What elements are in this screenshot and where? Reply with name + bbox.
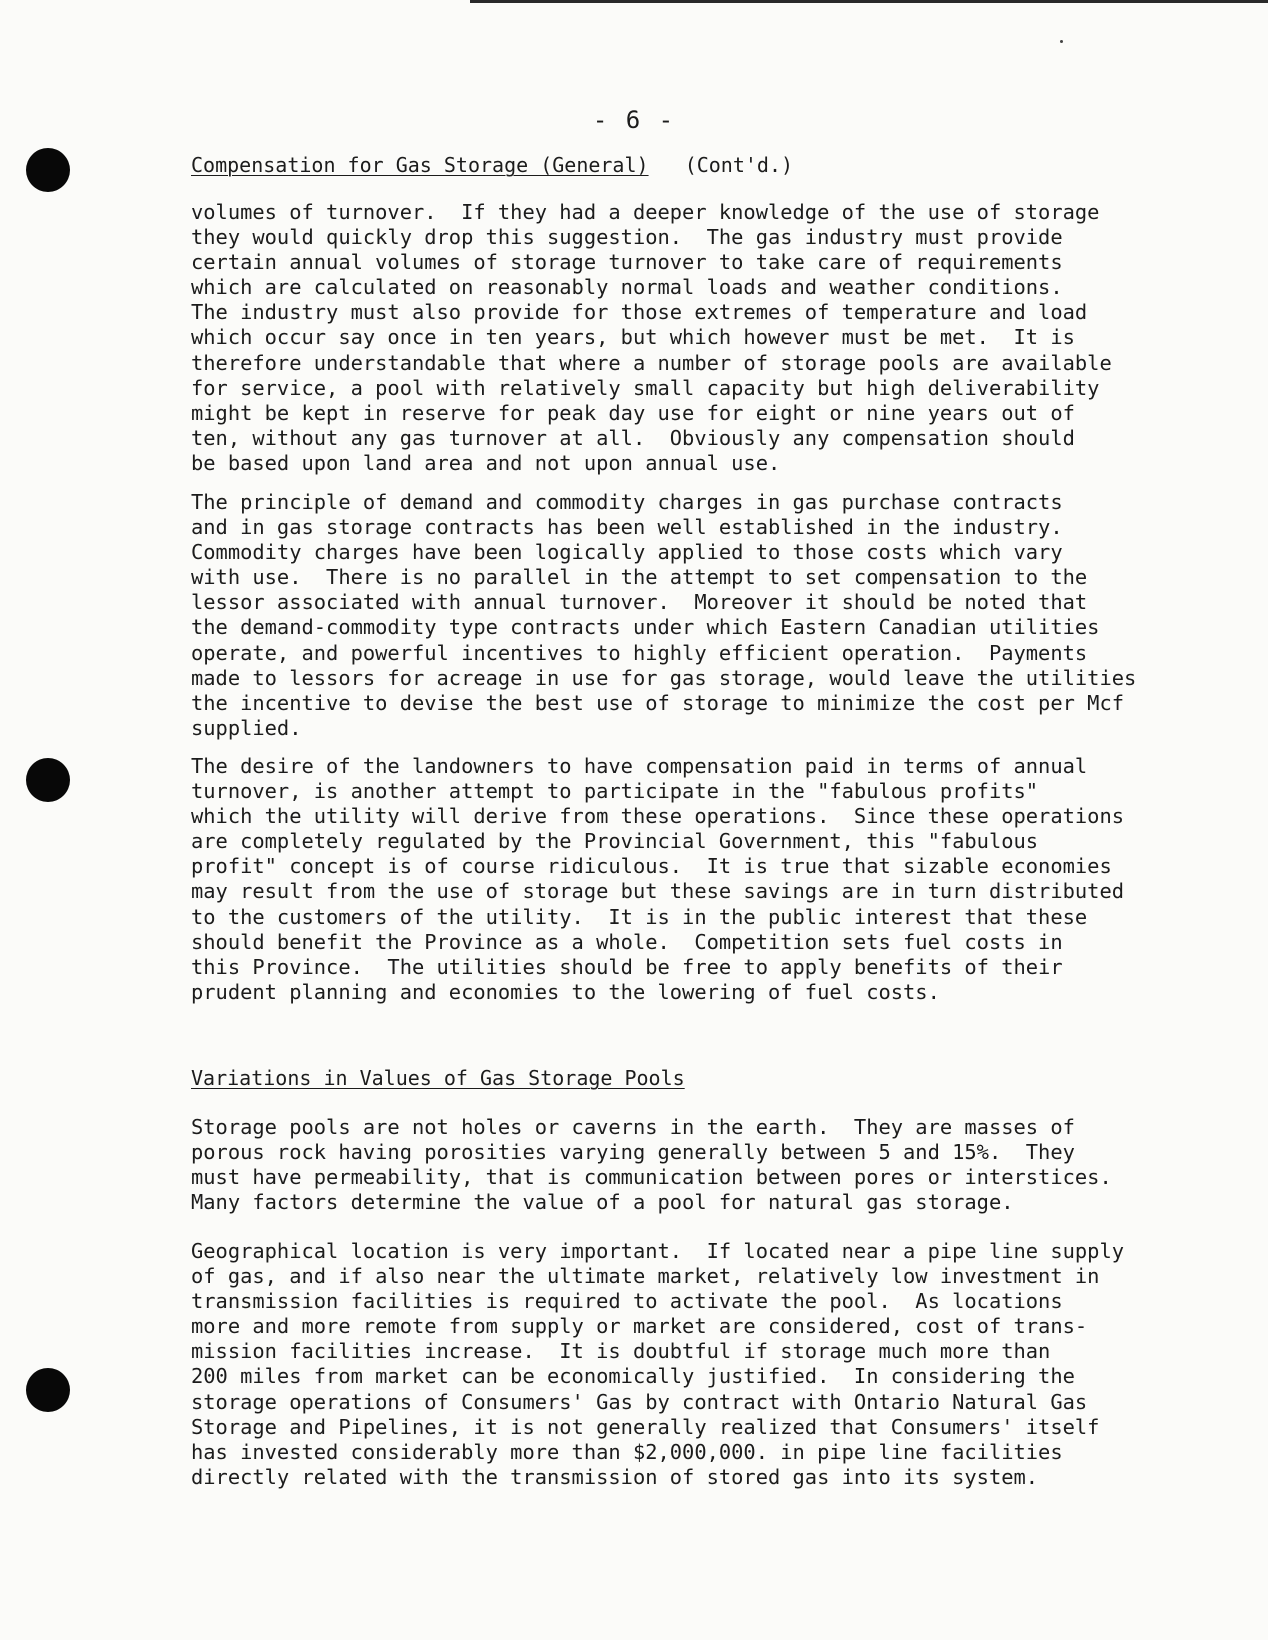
text-line: of gas, and if also near the ultimate market, relatively low investment in — [191, 1264, 1100, 1289]
text-line: may result from the use of storage but these savings are in turn distributed — [191, 879, 1124, 904]
text-line: Geographical location is very important. If located near a pipe line supply — [191, 1239, 1124, 1263]
text-line: more and more remote from supply or market are considered, cost of trans- — [191, 1314, 1088, 1339]
text-line: Many factors determine the value of a pool for natural gas storage. — [191, 1190, 1014, 1215]
page-number: - 6 - — [592, 106, 676, 134]
text-line: supplied. — [191, 715, 302, 740]
paragraph-storage-pools — [191, 1115, 1112, 1215]
text-line: with use. There is no parallel in the attempt to set compensation to the — [191, 565, 1088, 590]
text-line: which occur say once in ten years, but which however must be met. It is — [191, 325, 1075, 350]
text-line: lessor associated with annual turnover. Moreover it should be noted that — [191, 590, 1088, 615]
paragraph-turnover — [191, 200, 1112, 476]
text-line: which are calculated on reasonably normal loads and weather conditions. — [191, 275, 1063, 300]
text-line: must have permeability, that is communication between pores or interstices. — [191, 1165, 1112, 1190]
section-heading-variations — [191, 1066, 685, 1090]
text-line: might be kept in reserve for peak day use for eight or nine years out of — [191, 400, 1075, 425]
text-line: should benefit the Province as a whole. Competition sets fuel costs in — [191, 929, 1063, 954]
text-line: Storage pools are not holes or caverns in the earth. They are masses of — [191, 1115, 1075, 1139]
text-line: for service, a pool with relatively small capacity but high deliverability — [191, 375, 1100, 400]
text-line: directly related with the transmission of stored gas into its system. — [191, 1464, 1039, 1489]
punch-hole-bottom — [26, 1368, 70, 1412]
text-line: and in gas storage contracts has been well established in the industry. — [191, 515, 1063, 540]
punch-hole-middle — [26, 758, 70, 802]
text-line: certain annual volumes of storage turnover to take care of requirements — [191, 250, 1063, 275]
section-heading-title: Compensation for Gas Storage (General) — [191, 153, 649, 177]
paragraph-demand-commodity — [191, 490, 1136, 741]
text-line: porous rock having porosities varying generally between 5 and 15%. They — [191, 1140, 1075, 1165]
paragraph-geographical-location — [191, 1239, 1124, 1490]
text-line: The industry must also provide for those extremes of temperature and load — [191, 300, 1088, 325]
text-line: storage operations of Consumers' Gas by contract with Ontario Natural Gas — [191, 1389, 1088, 1414]
text-line: they would quickly drop this suggestion. The gas industry must provide — [191, 225, 1063, 250]
text-line: prudent planning and economies to the lowering of fuel costs. — [191, 979, 940, 1004]
punch-hole-top — [26, 148, 70, 192]
text-line: Storage and Pipelines, it is not generally realized that Consumers' itself — [191, 1414, 1100, 1439]
text-line: therefore understandable that where a number of storage pools are available — [191, 350, 1112, 375]
text-line: Commodity charges have been logically applied to those costs which vary — [191, 540, 1063, 565]
text-line: volumes of turnover. If they had a deeper knowledge of the use of storage — [191, 200, 1100, 224]
text-line: this Province. The utilities should be free to apply benefits of their — [191, 954, 1063, 979]
text-line: has invested considerably more than $2,000,000. in pipe line facilities — [191, 1439, 1063, 1464]
text-line: ten, without any gas turnover at all. Obviously any compensation should — [191, 425, 1075, 450]
section-heading-title: Variations in Values of Gas Storage Pools — [191, 1066, 685, 1090]
text-line: to the customers of the utility. It is in the public interest that these — [191, 904, 1088, 929]
text-line: made to lessors for acreage in use for gas storage, would leave the utilities — [191, 665, 1137, 690]
section-heading-continued: (Cont'd.) — [684, 153, 794, 177]
section-heading-compensation — [191, 153, 793, 177]
text-line: turnover, is another attempt to participate in the "fabulous profits" — [191, 779, 1039, 804]
text-line: mission facilities increase. It is doubtful if storage much more than — [191, 1339, 1051, 1364]
text-line: The desire of the landowners to have compensation paid in terms of annual — [191, 754, 1088, 778]
text-line: the incentive to devise the best use of storage to minimize the cost per Mcf — [191, 690, 1124, 715]
top-edge-line — [470, 0, 1268, 3]
text-line: operate, and powerful incentives to highly efficient operation. Payments — [191, 640, 1088, 665]
text-line: the demand-commodity type contracts under which Eastern Canadian utilities — [191, 615, 1100, 640]
text-line: The principle of demand and commodity charges in gas purchase contracts — [191, 490, 1063, 514]
speck — [1060, 40, 1063, 43]
text-line: profit" concept is of course ridiculous. It is true that sizable economies — [191, 854, 1112, 879]
text-line: 200 miles from market can be economically justified. In considering the — [191, 1364, 1075, 1389]
text-line: be based upon land area and not upon annual use. — [191, 450, 781, 475]
text-line: transmission facilities is required to activate the pool. As locations — [191, 1289, 1063, 1314]
paragraph-fabulous-profits — [191, 754, 1124, 1005]
text-line: which the utility will derive from these operations. Since these operations — [191, 804, 1124, 829]
text-line: are completely regulated by the Provincial Government, this "fabulous — [191, 829, 1039, 854]
